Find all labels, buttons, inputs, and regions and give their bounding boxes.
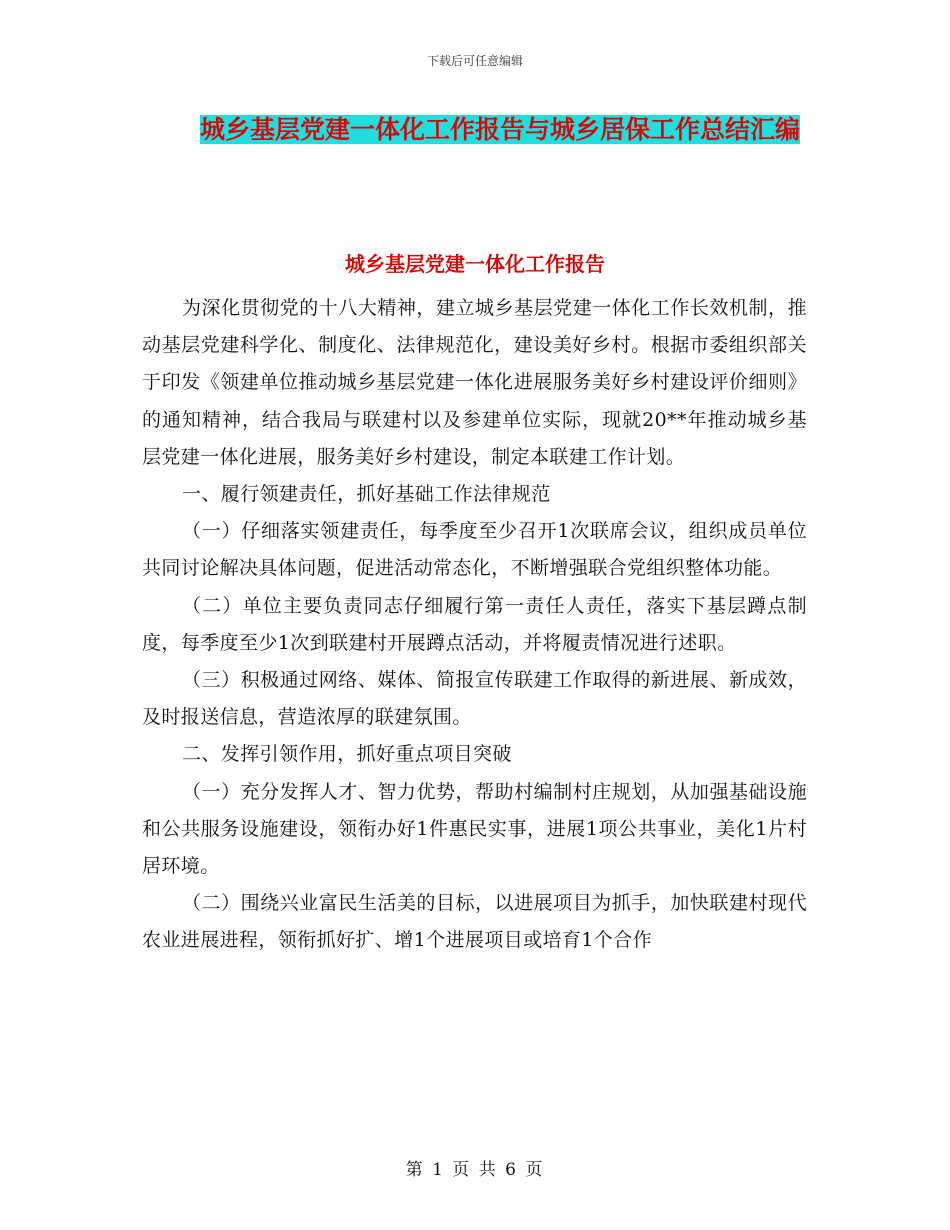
document-title [195,108,805,152]
paragraph: （一）充分发挥人才、智力优势，帮助村编制村庄规划，从加强基础设施和公共服务设施建设，领衔办好1件惠民实事，进展1项公共事业，美化1片村居环境。 [142,780,807,878]
paragraph: （一）仔细落实领建责任，每季度至少召开1次联席会议，组织成员单位共同讨论解决具体问题，促进活动常态化，不断增强联合党组织整体功能。 [142,520,807,580]
paragraph: （三）积极通过网络、媒体、简报宣传联建工作取得的新进展、新成效，及时报送信息，营造浓厚的联建氛围。 [142,669,807,729]
paragraph: 为深化贯彻党的十八大精神，建立城乡基层党建一体化工作长效机制，推动基层党建科学化、制度化、法律规范化，建设美好乡村。根据市委组织部关于印发《领建单位推动城乡基层党建一体化进展服务美好乡村建设评价细则》的通知精神，结合我局与联建村以及参建单位实际，现就20**年推动城乡基层党建一体化进展，服务美好乡村建设，制定本联建工作计划。 [142,297,807,468]
header-note: 下载后可任意编辑 [426,54,523,68]
paragraph: （二）围绕兴业富民生活美的目标，以进展项目为抓手，加快联建村现代农业进展进程，领衔抓好扩、增1个进展项目或培育1个合作 [142,892,807,952]
document-body [142,290,807,960]
paragraph: 二、发挥引领作用，抓好重点项目突破 [182,743,512,766]
document-title-text: 城乡基层党建一体化工作报告与城乡居保工作总结汇编 [199,115,800,144]
page-footer: 第 1 页 共 6 页 [405,1160,545,1180]
paragraph: 一、履行领建责任，抓好基础工作法律规范 [182,483,551,506]
section-title: 城乡基层党建一体化工作报告 [345,252,605,276]
paragraph: （二）单位主要负责同志仔细履行第一责任人责任，落实下基层蹲点制度，每季度至少1次到联建村开展蹲点活动，并将履责情况进行述职。 [142,594,807,654]
